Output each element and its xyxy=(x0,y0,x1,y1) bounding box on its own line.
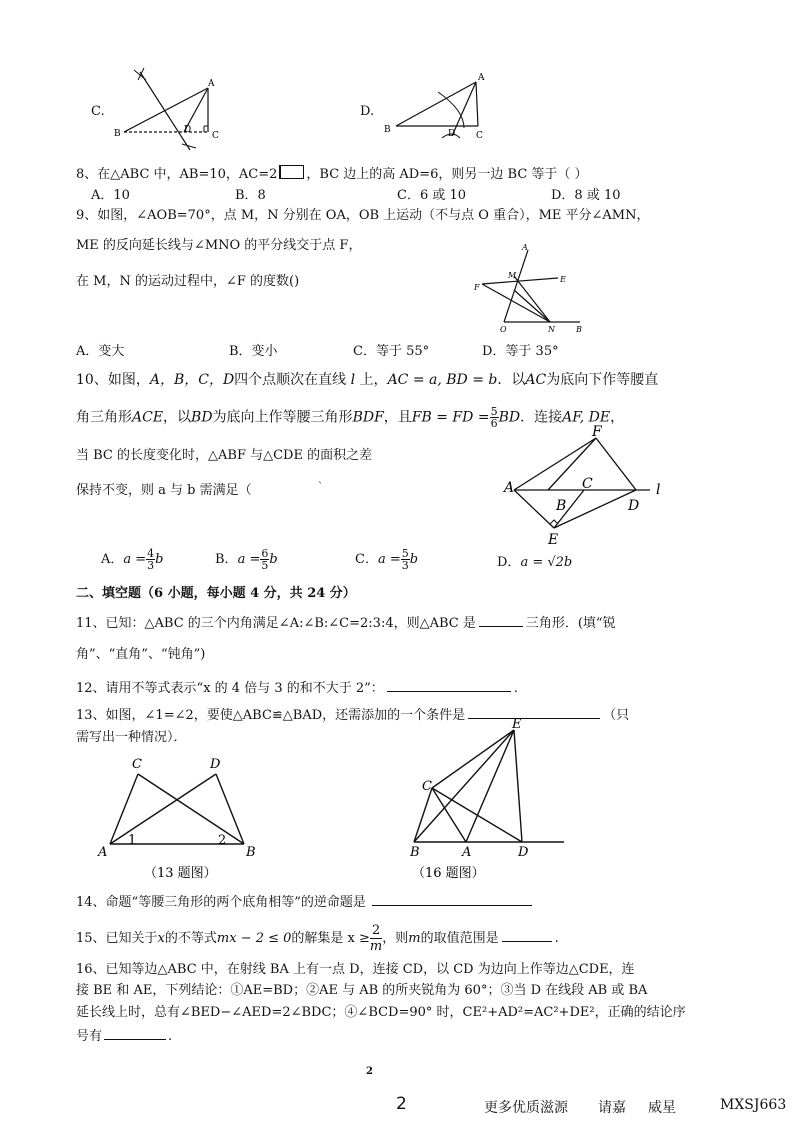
q10-line-l: l xyxy=(656,482,661,498)
stray-mark: ` xyxy=(318,482,323,493)
q11-l1b: 三角形．(填“锐 xyxy=(525,616,616,631)
q15-line xyxy=(76,923,559,954)
q9-option-c[interactable]: C．等于 55° xyxy=(353,344,430,359)
q10-l1g: ．以 xyxy=(497,372,526,388)
figure-option-c xyxy=(110,66,230,156)
q14-line xyxy=(76,893,538,911)
q8-option-a[interactable]: A．10 xyxy=(91,188,130,203)
c-point-a: A xyxy=(208,79,215,89)
q10-l1d: l xyxy=(350,372,356,388)
q15-ineq: mx − 2 ≤ 0 xyxy=(216,931,292,946)
q13-caption: （13 题图） xyxy=(144,866,217,881)
q11-line2: 角”、“直角”、“钝角”) xyxy=(76,647,206,662)
q8-text: 8、在△ABC 中，AB=10，AC=2 xyxy=(76,167,278,182)
q9-point-o: O xyxy=(500,325,507,334)
figure-q16 xyxy=(408,717,578,882)
sqrt-blot xyxy=(279,165,304,179)
q12-blank[interactable] xyxy=(387,679,511,692)
footer-text-2: 请嘉 xyxy=(598,1100,626,1116)
q10-line1 xyxy=(76,372,658,388)
q10-point-e: E xyxy=(548,532,559,548)
q16-caption: （16 题图） xyxy=(412,866,485,881)
q10-l2j: ．连接 xyxy=(520,409,563,426)
q11-l1a: 11、已知：△ABC 的三个内角满足∠A:∠B:∠C=2:3:4，则△ABC 是 xyxy=(76,616,476,631)
c-point-b: B xyxy=(114,129,121,139)
q10-d-var: a = xyxy=(520,555,544,570)
q10-l2f: BDF xyxy=(352,409,384,426)
page-number-small: 2 xyxy=(366,1066,373,1077)
q10-l2h: FB = FD = xyxy=(411,409,490,426)
q9-point-e: E xyxy=(560,275,566,284)
q13-angle-2: 2 xyxy=(218,833,227,848)
q10-line4: 保持不变，则 a 与 b 需满足（ xyxy=(76,483,252,498)
d-point-c: C xyxy=(476,131,483,141)
q15-e: 的取值范围是 xyxy=(420,931,499,946)
c-point-d: D xyxy=(184,125,192,135)
q16-line1: 16、已知等边△ABC 中，在射线 BA 上有一点 D，连接 CD，以 CD 为边向上作等边△CDE，连 xyxy=(76,962,635,977)
q10-l1e: 上， xyxy=(359,372,388,388)
q10-l1h: AC xyxy=(525,372,547,388)
figure-q9 xyxy=(470,244,590,334)
q13-point-c: C xyxy=(132,757,142,772)
c-point-c: C xyxy=(212,131,219,141)
q10-l2l: ， xyxy=(610,409,625,426)
q10-l2g: ，且 xyxy=(383,409,412,426)
q10-a-num: 4 xyxy=(147,547,155,560)
q10-option-a[interactable] xyxy=(101,548,164,571)
q15-den: m xyxy=(369,939,383,954)
q10-b-pre: B． xyxy=(215,552,238,567)
d-point-b: B xyxy=(384,125,391,135)
option-d-label: D. xyxy=(360,104,375,119)
q10-point-a: A xyxy=(504,480,515,496)
footer-code: MXSJ663 xyxy=(720,1097,787,1113)
q9-point-b: B xyxy=(576,325,582,334)
q15-end: . xyxy=(554,931,559,946)
q10-line2 xyxy=(76,406,624,429)
q16-line2: 接 BE 和 AE，下列结论：①AE=BD；②AE 与 AB 的所夹锐角为 60°；③当 D 在线段 AB 或 BA xyxy=(76,983,648,998)
q10-option-d[interactable] xyxy=(497,551,572,570)
q15-frac xyxy=(370,923,382,954)
q10-a-post: b xyxy=(155,552,164,567)
section-2-heading: 二、填空题（6 小题，每小题 4 分，共 24 分） xyxy=(76,586,356,601)
q10-l1b: A，B，C，D xyxy=(149,372,235,388)
q10-b-num: 6 xyxy=(261,547,269,560)
q10-c-num: 5 xyxy=(401,547,409,560)
q13-point-b: B xyxy=(246,845,256,860)
q10-c-frac xyxy=(401,548,410,571)
q11-line1 xyxy=(76,614,616,632)
q15-num: 2 xyxy=(370,923,382,939)
q16-point-c: C xyxy=(422,779,432,794)
q8-option-b[interactable]: B．8 xyxy=(235,188,266,203)
q15-b: 的不等式 xyxy=(164,931,217,946)
q9-option-a[interactable]: A．变大 xyxy=(76,344,125,359)
footer-text-3: 威星 xyxy=(648,1100,676,1116)
q12-end: . xyxy=(513,681,518,696)
q10-c-post: b xyxy=(409,552,419,567)
q15-d: ，则 xyxy=(382,931,409,946)
q16-end: . xyxy=(168,1029,173,1044)
q10-l1c: 四个点顺次在直线 xyxy=(234,372,347,388)
q8-option-c[interactable]: C．6 或 10 xyxy=(397,188,467,203)
q16-point-e: E xyxy=(512,717,522,732)
q10-l2i: BD xyxy=(498,409,521,426)
q12-text: 12、请用不等式表示“x 的 4 倍与 3 的和不大于 2”： xyxy=(76,681,384,696)
q10-frac-den: 6 xyxy=(490,417,498,430)
q10-frac xyxy=(490,406,499,429)
q10-frac-num: 5 xyxy=(490,405,498,418)
q13-point-a: A xyxy=(98,845,108,860)
q10-a-frac xyxy=(146,548,155,571)
q16-point-a: A xyxy=(462,845,472,860)
q13-l1b: （只 xyxy=(603,708,630,723)
q13-line2: 需写出一种情况）． xyxy=(76,730,187,745)
q13-point-d: D xyxy=(210,757,221,772)
q10-b-post: b xyxy=(269,552,278,567)
q16-blank[interactable] xyxy=(104,1027,166,1040)
q10-line3: 当 BC 的长度变化时，△ABF 与△CDE 的面积之差 xyxy=(76,448,373,463)
q10-option-b[interactable] xyxy=(215,548,278,571)
q10-l2d: BD xyxy=(191,409,213,426)
q9-point-a: A xyxy=(522,243,528,252)
q10-point-c: C xyxy=(582,476,593,492)
q10-option-c[interactable] xyxy=(355,548,418,571)
q16-l4: 号有 xyxy=(76,1029,103,1044)
q9-line2: ME 的反向延长线与∠MNO 的平分线交于点 F， xyxy=(76,238,362,253)
option-c-label: C. xyxy=(91,104,105,119)
q11-blank[interactable] xyxy=(479,614,523,627)
q10-l1i: 为底向下作等腰直 xyxy=(546,372,659,388)
q15-blank[interactable] xyxy=(502,929,552,942)
footer-text-1: 更多优质滋源 xyxy=(484,1100,568,1116)
q8-option-d[interactable]: D．8 或 10 xyxy=(551,188,621,203)
q10-l2k: AF, DE xyxy=(562,409,611,426)
q8-stem xyxy=(76,165,588,183)
q10-b-den: 5 xyxy=(261,559,269,572)
q9-option-d[interactable]: D．等于 35° xyxy=(482,344,559,359)
d-point-d: D xyxy=(448,129,456,139)
q10-a-var: a = xyxy=(123,552,147,567)
q14-text: 14、命题“等腰三角形的两个底角相等”的逆命题是 xyxy=(76,895,366,910)
q10-c-den: 3 xyxy=(401,559,409,572)
q10-a-pre: A． xyxy=(101,552,124,567)
q15-c: 的解集是 x ≥ xyxy=(291,931,370,946)
q9-point-m: M xyxy=(508,271,517,280)
d-point-a: A xyxy=(478,73,485,83)
q9-line1: 9、如图，∠AOB=70°，点 M，N 分别在 OA，OB 上运动（不与点 O 重合），ME 平分∠AMN， xyxy=(76,208,650,223)
q14-blank[interactable] xyxy=(372,893,532,906)
q10-c-var: a = xyxy=(377,552,401,567)
q10-c-pre: C． xyxy=(355,552,378,567)
q9-point-n: N xyxy=(548,325,555,334)
q16-point-b: B xyxy=(410,845,420,860)
q9-option-b[interactable]: B．变小 xyxy=(229,344,278,359)
figure-option-d xyxy=(380,70,500,150)
q10-d-val: √2b xyxy=(547,555,573,570)
q15-m: m xyxy=(408,931,421,946)
q10-l1f: AC = a, BD = b xyxy=(387,372,498,388)
q10-point-f: F xyxy=(592,424,602,440)
q9-point-f: F xyxy=(474,283,480,292)
q16-point-d: D xyxy=(518,845,529,860)
q10-d-pre: D． xyxy=(497,555,521,570)
q10-point-d: D xyxy=(628,498,640,514)
q15-x: x xyxy=(157,931,165,946)
q10-l1a: 10、如图， xyxy=(76,372,150,388)
q10-b-var: a = xyxy=(237,552,261,567)
q15-a: 15、已知关于 xyxy=(76,931,158,946)
q10-b-frac xyxy=(260,548,269,571)
figure-q10 xyxy=(504,424,674,548)
q16-line3: 延长线上时，总有∠BED−∠AED=2∠BDC；④∠BCD=90° 时，CE²+AD²=AC²+DE²，正确的结论序 xyxy=(76,1005,686,1020)
figure-q13 xyxy=(98,756,268,886)
q10-l2b: ACE xyxy=(132,409,164,426)
q10-l2a: 角三角形 xyxy=(76,409,132,426)
q9-line3: 在 M，N 的运动过程中，∠F 的度数() xyxy=(76,274,300,289)
q13-angle-1: 1 xyxy=(128,833,137,848)
q10-l2e: 为底向上作等腰三角形 xyxy=(212,409,353,426)
q10-point-b: B xyxy=(556,498,567,514)
q10-l2c: ，以 xyxy=(163,409,192,426)
q10-a-den: 3 xyxy=(147,559,155,572)
q13-l1a: 13、如图，∠1=∠2，要使△ABC≌△BAD，还需添加的一个条件是 xyxy=(76,708,466,723)
q16-line4 xyxy=(76,1027,172,1045)
q8-text2: ，BC 边上的高 AD=6，则另一边 BC 等于（ ） xyxy=(306,167,588,182)
q12-line xyxy=(76,679,518,697)
footer-page-number: 2 xyxy=(396,1094,407,1114)
q13-blank[interactable] xyxy=(468,706,600,719)
